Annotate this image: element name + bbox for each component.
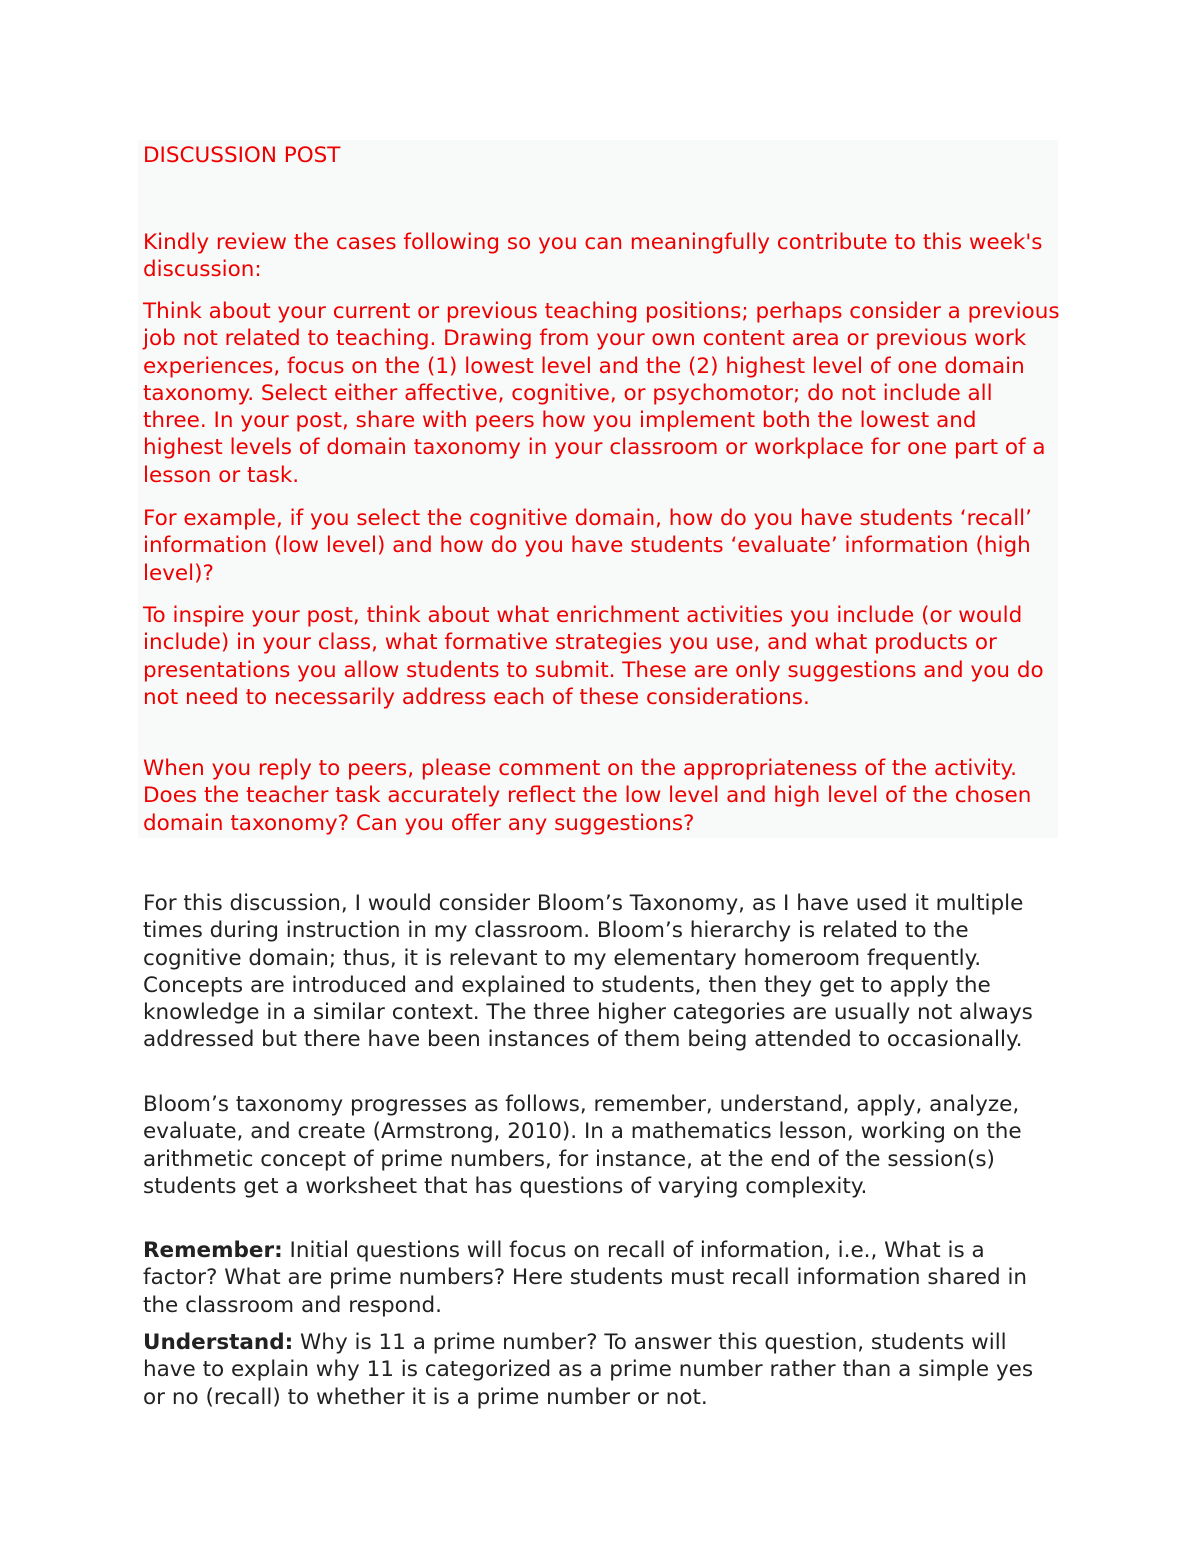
prompt-inspire-paragraph: To inspire your post, think about what enrichment activities you include (or would include) in your class, what formative strategies you use, and what products or presentations you allow students to submit. These are only suggestions and you do not need to necessarily address each of these considerations. — [143, 603, 1044, 710]
understand-text: Why is 11 a prime number? To answer this question, students will have to explain why 11 is categorized as a prime number rather than a simple yes or no (recall) to whether it is a prime number or not. — [143, 1330, 1034, 1410]
prompt-reply-paragraph: When you reply to peers, please comment on the appropriateness of the activity. Does the teacher task accurately reflect the low level and high level of the chosen domain taxonomy? Can you offer any suggestions? — [143, 756, 1032, 836]
prompt-example-paragraph: For example, if you select the cognitive domain, how do you have students ‘recall’ information (low level) and how do you have students ‘evaluate’ information (high level)? — [143, 506, 1032, 586]
remember-text: Initial questions will focus on recall of information, i.e., What is a factor? What are prime numbers? Here students must recall information shared in the classroom and respond. — [143, 1238, 1028, 1318]
answer-paragraph-1: For this discussion, I would consider Bloom’s Taxonomy, as I have used it multiple times during instruction in my classroom. Bloom’s hierarchy is related to the cognitive domain; thus, it is relevant to my elementary homeroom frequently. Concepts are introduced and explained to students, then they get to apply the knowledge in a similar context. The three higher categories are usually not always addressed but there have been instances of them being attended to occasionally. — [143, 891, 1033, 1053]
remember-label: Remember: — [143, 1238, 283, 1263]
answer-paragraph-2: Bloom’s taxonomy progresses as follows, remember, understand, apply, analyze, evaluate, and create (Armstrong, 2010). In a mathematics lesson, working on the arithmetic concept of prime numbers, for instance, at the end of the session(s) students get a worksheet that has questions of varying complexity. — [143, 1092, 1022, 1199]
understand-paragraph — [143, 1329, 1061, 1411]
remember-paragraph — [143, 1237, 1061, 1319]
prompt-instructions-paragraph: Think about your current or previous teaching positions; perhaps consider a previous job not related to teaching. Drawing from your own content area or previous work experiences, focus on the (1) lowest level and the (2) highest level of one domain taxonomy. Select either affective, cognitive, or psychomotor; do not include all three. In your post, share with peers how you implement both the lowest and highest levels of domain taxonomy in your classroom or workplace for one part of a lesson or task. — [143, 299, 1060, 488]
discussion-post-title: DISCUSSION POST — [143, 143, 341, 168]
prompt-intro-paragraph: Kindly review the cases following so you can meaningfully contribute to this week's discussion: — [143, 230, 1043, 283]
understand-label: Understand: — [143, 1330, 294, 1355]
